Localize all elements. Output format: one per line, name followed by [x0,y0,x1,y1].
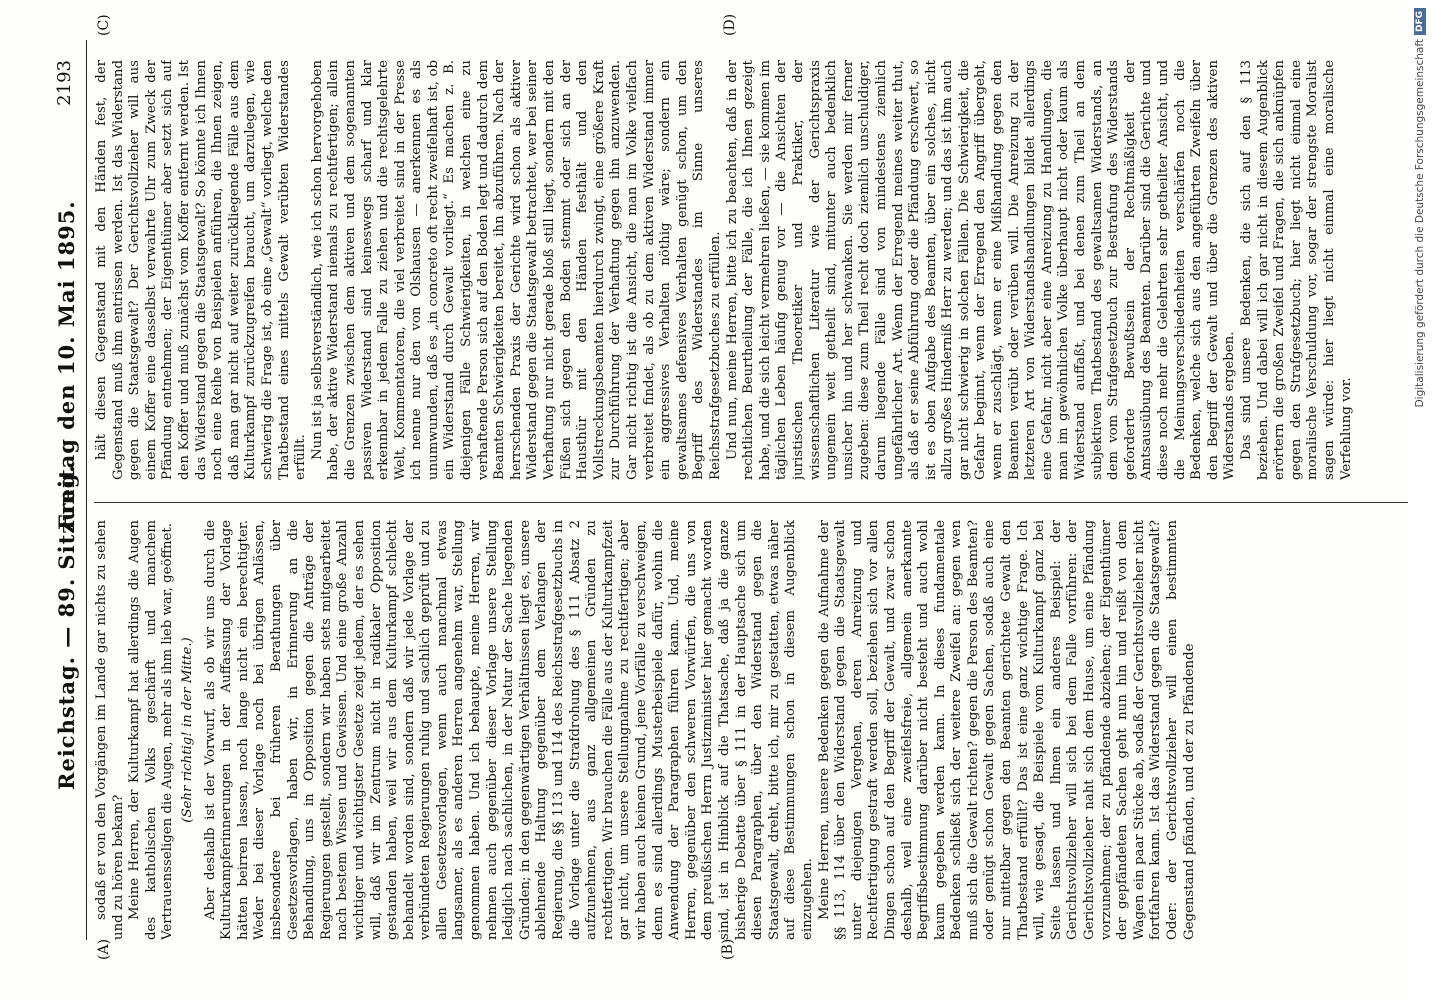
paragraph: sodaß er von den Vorgängen im Lande gar nichts zu sehen und zu hören bekam? [94,520,126,940]
left-column [94,520,1432,940]
interjection: (Sehr richtig! in der Mitte.) [179,637,195,823]
header-left: Reichstag. — 89. Sitzung. [54,464,79,790]
right-column [94,60,1432,480]
margin-marker-b: (B) [720,938,736,960]
paragraph: Aber deshalb ist der Vorwurf, als ob wir uns durch die Kulturkampferinnerungen in der Auffassung der Vorlage hätten beirren lassen, noch lange nicht ein berechtigter. Weder bei dieser Vorlage noch bei übrigen Anlässen, insbesondere bei früheren Berathungen über Gesetzesvorlagen, haben wir, in Erinnerung an die Behandlung, uns in Opposition gegen die Anträge der Regierungen gestellt, sondern wir haben stets mitgearbeitet nach bestem Wissen und Gewissen. Und eine große Anzahl wichtiger und wichtigster Gesetze zeigt jedem, der es sehen will, daß wir im Zentrum nicht in radikaler Opposition gestanden haben, weil wir aus dem Kulturkampf schlecht behandelt worden sind, sondern daß wir jede Vorlage der verbündeten Regierungen ruhig und sachlich geprüft und zu allen Gesetzesvorlagen, wenn auch manchmal etwas langsamer, als es anderen Herren angenehm war, Stellung genommen haben. Und ich behaupte, meine Herren, wir nehmen auch gegenüber dieser Vorlage unsere Stellung lediglich nach sachlichen, in der Natur der Sache liegenden Gründen; in den gegenwärtigen Verhältnissen liegt es, unsere ablehnende Haltung gegenüber dem Verlangen der Regierung, die §§ 113 und 114 des Reichsstrafgesetzbuchs in die Vorlage unter die Strafdrohung des § 111 Absatz 2 aufzunehmen, aus ganz allgemeinen Gründen zu rechtfertigen. Wir brauchen die Fälle aus der Kulturkampfzeit gar nicht, um unsere Stellungnahme zu rechtfertigen; aber wir haben auch keinen Grund, jene Vorfälle zu verschweigen, denn es sind allerdings Musterbeispiele dafür, wohin die Anwendung der Paragraphen führen kann. Und, meine Herren, gegenüber den schweren Vorwürfen, die uns von dem preußischen Herrn Justizminister hier gemacht worden sind, ist in Hinblick auf die Thatsache, daß ja die ganze bisherige Debatte über § 111 in der Hauptsache sich um diesen Paragraphen, über den Widerstand gegen die Staatsgewalt, dreht, bitte ich, mir zu gestatten, etwas näher auf diese Bestimmungen schon in diesem Augenblick einzugehen. [202,520,815,940]
sidebar-text-row [1408,0,1432,1000]
margin-marker-d: (D) [722,13,738,36]
funding-notice: Digitalisierung gefördert durch die Deutsche Forschungsgemeinschaft [1414,39,1426,408]
paragraph: Und nun, meine Herren, bitte ich zu beachten, daß in der rechtlichen Beurtheilung der Fälle, die ich Ihnen gezeigt habe, und die sich leicht vermehren ließen, — sie kommen im täglichen Leben häufig genug vor — die Ansichten der juristischen Theoretiker und Praktiker, der wissenschaftlichen Literatur wie der Gerichtspraxis ungemein weit getheilt sind, mitunter auch bedenklich unsicher hin und her schwanken. Sie werden mir ferner zugeben: diese zum Theil recht doch ziemlich unschuldiger, darum liegende Fälle sind von mindestens ziemlich ungefährlicher Art. Wenn der Erregend meines weiter thut, als daß er seine Abführung oder die Pfändung erschwert, so ist es oben Aufgabe des Beamten, über ein solches, nicht allzu großes Hinderniß Herr zu werden; und das ist ihm auch gar nicht schwierig in solchen Fällen. Die Schwierigkeit, die Gefahr beginnt, wenn der Erregend den Angriff übergeht, wenn er zuschlägt, wenn er eine Mißhandlung gegen den Beamten verübt oder verüben will. Die Anreizung zu der letzteren Art von Widerstandshandlungen bildet allerdings eine Gefahr, nicht aber eine Anreizung zu Handlungen, die man im gewöhnlichen Volke überhaupt nicht oder kaum als Widerstand auffaßt, und bei denen zum Theil an dem subjektiven Thatbestand des gewaltsamen Widerstands, an dem vom Strafgesetzbuch zur Bestrafung des Widerstands geforderte Bewußtsein der Rechtmäßigkeit der Amtsausübung des Beamten. Darüber sind die Gerichte und diese noch mehr die Gelehrten sehr getheilter Ansicht, und die Meinungsverschiedenheiten verschärfen noch die Bedenken, welche sich aus den angeführten Zweifeln über den Begriff der Gewalt und über die Grenzen des aktiven Widerstands ergeben. [724,60,1238,480]
paragraph: Das sind unsere Bedenken, die sich auf den § 113 beziehen. Und dabei will ich gar nicht in diesem Augenblick erörtern die großen Zweifel und Fragen, die sich anknüpfen gegen den Strafgesetzbuch; hier liegt nicht einmal eine moralische Verschuldung vor, sogar der strengste Moralist sagen würde: hier liegt nicht einmal eine moralische Verfehlung vor. [1238,60,1354,480]
column-divider [94,502,1424,503]
paragraph: Meine Herren, der Kulturkampf hat allerdings die Augen des katholischen Volks geschärft und manchem Vertrauensseligen die Augen, mehr als ihm lieb war, geöffnet. [127,520,176,940]
paragraph: Meine Herren, unsere Bedenken gegen die Aufnahme der §§ 113, 114 über den Widerstand gegen die Staatsgewalt unter diejenigen Vergehen, deren Anreizung und Rechtfertigung gestraft werden soll, beziehen sich vor allen Dingen schon auf den Begriff der Gewalt, und zwar schon deshalb, weil eine zweifelsfreie, allgemein anerkannte Begriffsbestimmung darüber nicht besteht und auch wohl kaum gegeben werden kann. In dieses fundamentale Bedenken schließt sich der weitere Zweifel an: gegen wen muß sich die Gewalt richten? gegen die Person des Beamten? oder genügt schon Gewalt gegen Sachen, sodaß auch eine nur mittelbar gegen den Beamten gerichtete Gewalt den Thatbestand erfüllt? Das ist eine ganz wichtige Frage. Ich will, wie gesagt, die Beispiele vom Kulturkampf ganz bei Seite lassen und Ihnen ein anderes Beispiel: der Gerichtsvollzieher will sich bei dem Falle vorführen: der Gerichtsvollzieher naht sich dem Hause, um eine Pfändung vorzunehmen; der zu pfändende abziehen; der Eigenthümer der gepfändeten Sachen geht nun hin und reißt von dem Wagen ein paar Stücke ab, sodaß der Gerichtsvollzieher nicht fortfahren kann. Ist das Widerstand gegen die Staatsgewalt? Oder: der Gerichtsvollzieher will einen bestimmten Gegenstand pfänden, und der zu Pfändende [816,520,1197,940]
page-number: 2193 [54,60,75,106]
digitization-sidebar [1408,0,1432,1000]
margin-marker-c: (C) [96,14,112,36]
header-rule [86,40,87,940]
page-header [48,40,88,960]
header-date: Freitag den 10. Mai 1895. [54,200,79,530]
paragraph: hält diesen Gegenstand mit den Händen fest, der Gegenstand muß ihm entrissen werden. Ist das Widerstand gegen die Staatsgewalt? Der Gerichtsvollzieher will aus einem Koffer eine dasselbst verwahrte Uhr zum Zweck der Pfändung entnehmen; der Eigenthümer aber setzt sich auf den Koffer und muß zunächst vom Koffer entfernt werden. Ist das Widerstand gegen die Staatsgewalt? So könnte ich Ihnen noch eine Reihe von Beispielen anführen, die Ihnen zeigen, daß man gar nicht auf weiter zurückliegende Fälle aus dem Kulturkampf zurückzugreifen braucht, um darzulegen, wie schwierig die Frage ist, ob eine „Gewalt“ vorliegt, welche den Thatbestand eines mittels Gewalt verübten Widerstandes erfüllt. [94,60,309,480]
paragraph: Nun ist ja selbstverständlich, wie ich schon hervorgehoben habe, der aktive Widerstand niemals zu rechtfertigen; allein die Grenzen zwischen dem aktiven und dem sogenannten passiven Widerstand sind keineswegs scharf und klar erkennbar in jedem Falle zu ziehen und die rechtsgelehrte Welt, Kommentatoren, die viel verbreitet sind in der Presse ich nenne nur den von Olshausen — anerkennen es als unumwunden, daß es „in concreto oft recht zweifelhaft ist, ob ein Widerstand durch Gewalt vorliegt.“ Es machen z. B. diejenigen Fälle Schwierigkeiten, in welchen eine zu verhaftende Person sich auf den Boden legt und dadurch dem Beamten Schwierigkeiten bereitet, ihn abzuführen. Nach der herrschenden Praxis der Gerichte wird schon als aktiver Widerstand gegen die Staatsgewalt betrachtet, wer bei seiner Verhaftung nur nicht gerade bloß still liegt, sondern mit den Füßen sich gegen den Boden stemmt oder sich an der Hausthür mit den Händen festhält und den Vollstreckungsbeamten hierdurch zwingt, eine größere Kraft zur Durchführung der Verhaftung gegen ihn anzuwenden. Gar nicht richtig ist die Ansicht, die man im Volke vielfach verbreitet findet, als ob zu dem aktiven Widerstand immer ein aggressives Verhalten nöthig wäre; sondern ein gewaltsames defensives Verhalten genügt schon, um den Begriff des Widerstandes im Sinne unseres Reichsstrafgesetzbuches zu erfüllen. [309,60,723,480]
dfg-logo-badge: DFG [1414,8,1426,35]
margin-marker-a: (A) [96,938,112,960]
